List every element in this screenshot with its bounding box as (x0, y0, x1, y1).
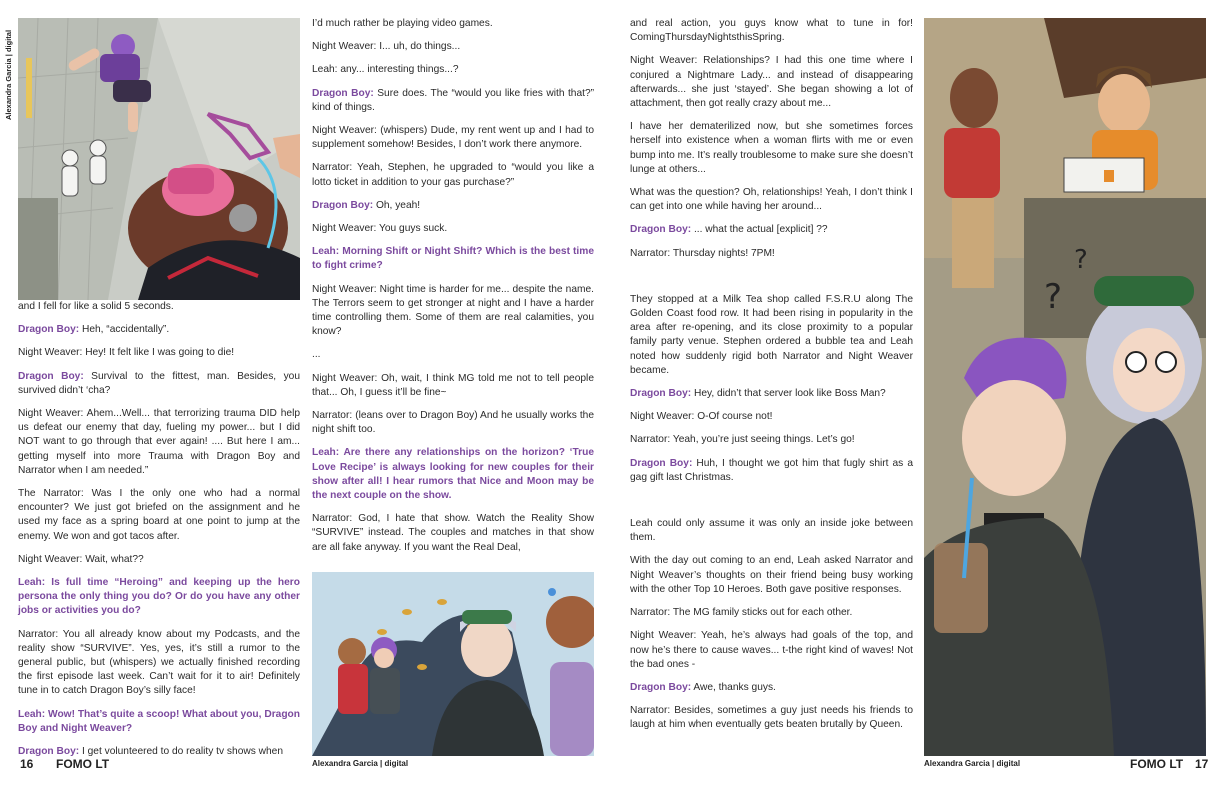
paragraph-text: Narrator: (leans over to Dragon Boy) And he usually works the night shift too. (312, 410, 594, 436)
paragraph (312, 283, 594, 340)
paragraph-text: Leah: any... interesting things...? (312, 64, 459, 76)
paragraph (630, 433, 913, 447)
col2-text (312, 17, 594, 555)
paragraph-text: Night Weaver: Night time is harder for me... despite the name. The Terrors seem to get stronger at night and I have a harder time controlling them. Some of them are real calamities, you know? (312, 283, 594, 338)
paragraph (630, 247, 913, 261)
paragraph (630, 517, 913, 545)
paragraph: Leah: Wow! That’s quite a scoop! What about you, Dragon Boy and Night Weaver? (18, 708, 300, 734)
paragraph (18, 300, 300, 314)
paragraph (630, 410, 913, 424)
paragraph-text: Night Weaver: I... uh, do things... (312, 41, 461, 53)
paragraph-text: Leah could only assume it was only an inside joke between them. (630, 518, 913, 544)
paragraph (312, 124, 594, 152)
paragraph-text: Night Weaver: Relationships? I had this one time where I conjured a Nightmare Lady... and instead of disappearing afterwards... she just ‘stayed’. She began showing a lot of attachment, then got really crazy about me... (630, 55, 913, 110)
paragraph (630, 554, 913, 597)
paragraph-text: Narrator: You all already know about my Podcasts, and the reality show “SURVIVE”. Yes, yes, it’s still a rumor to the general public, but (whispers) we actually finished recording the first episode last week. Can’t wait for it to air! Definitely tune in to catch Dragon Boy’s silly face! (18, 628, 300, 697)
paragraph-text: Night Weaver: Ahem...Well... that terrorizing trauma DID help us defeat our enemy that day, fueling my power... but I did NOT want to go through that ever again! .... But here I am... getting myself into more Trauma with Dragon Boy and Narrator when I am needed.” (18, 408, 300, 476)
paragraph (630, 54, 913, 111)
magazine-name-left: FOMO LT (56, 757, 110, 771)
paragraph-text: Survival to the fittest, man. Besides, you survived didn’t ‘cha? (18, 370, 300, 396)
speaker-label: Dragon Boy: (18, 324, 80, 336)
page-number-right: 17 (1195, 757, 1209, 771)
speaker-label: Dragon Boy: (630, 457, 693, 469)
paragraph (312, 40, 594, 54)
left-column-1 (18, 300, 300, 768)
paragraph (630, 681, 913, 695)
paragraph (630, 17, 913, 45)
paragraph (312, 87, 594, 115)
illustration-credit-vertical: Alexandra Garcia | digital (4, 29, 13, 120)
paragraph-text: With the day out coming to an end, Leah asked Narrator and Night Weaver’s thoughts on their friend being busy working with the other Top 10 Heroes. Both gave positive responses. (630, 555, 913, 595)
paragraph-text: Narrator: Besides, sometimes a guy just needs his friends to laugh at him when eventually gets beaten brutally by Queen. (630, 705, 913, 731)
paragraph-text: The Narrator: Was I the only one who had a normal encounter? We just got briefed on the assignment and he used my face as a spring board at one point to jump at the enemy. We won and got tacos after. (18, 488, 300, 542)
paragraph-text: Night Weaver: O-Of course not! (630, 411, 773, 423)
paragraph (18, 628, 300, 699)
paragraph-text: I get volunteered to do reality tv shows when (79, 746, 283, 758)
speaker-label: Dragon Boy: (18, 370, 84, 382)
col1-text (18, 300, 300, 759)
paragraph (630, 704, 913, 732)
paragraph (18, 323, 300, 337)
speaker-label: Dragon Boy: (630, 681, 692, 693)
paragraph (312, 199, 594, 213)
speaker-label: Dragon Boy: (18, 746, 80, 758)
paragraph-text: Night Weaver: You guys suck. (312, 223, 448, 235)
paragraph-text: Awe, thanks guys. (691, 681, 776, 693)
paragraph-text: I’d much rather be playing video games. (312, 18, 493, 29)
paragraph (18, 487, 300, 544)
paragraph-text: ... what the actual [explicit] ?? (691, 224, 828, 236)
paragraph-text: and real action, you guys know what to tune in for! ComingThursdayNightsthisSpring. (630, 18, 913, 44)
paragraph (630, 270, 913, 284)
paragraph (312, 161, 594, 189)
speaker-label: Dragon Boy: (312, 87, 374, 99)
paragraph (312, 348, 594, 362)
paragraph (312, 512, 594, 555)
paragraph-text: What was the question? Oh, relationships! Yeah, I don’t think I can get into one while having her around... (630, 187, 913, 213)
paragraph (312, 17, 594, 31)
paragraph-text: Night Weaver: Wait, what?? (18, 553, 144, 565)
paragraph: Leah: Is full time “Heroing” and keeping up the hero persona the only thing you do? Or do you have any other jobs or activities you do? (18, 577, 300, 617)
paragraph-text: Narrator: Yeah, you’re just seeing things. Let’s go! (630, 434, 855, 446)
paragraph-text: Narrator: Yeah, Stephen, he upgraded to “would you like a lotto ticket in addition to your gas purchase?” (312, 162, 594, 188)
paragraph: Leah: Morning Shift or Night Shift? Which is the best time to fight crime? (312, 246, 594, 272)
col3-text (630, 17, 913, 733)
left-column-2 (312, 17, 594, 564)
paragraph-text: Night Weaver: Yeah, he’s always had goals of the top, and now he’s there to cause waves... t-the right kind of waves! Not the bad ones - (630, 630, 913, 670)
paragraph (630, 120, 913, 177)
paragraph-text: Narrator: Thursday nights! 7PM! (630, 247, 775, 259)
right-column-3 (630, 17, 913, 742)
illustration-fall-scene (18, 18, 300, 300)
right-bottom-credit: Alexandra Garcia | digital (924, 759, 1021, 768)
left-bottom-credit: Alexandra Garcia | digital (312, 759, 409, 768)
paragraph (312, 409, 594, 437)
paragraph (312, 222, 594, 236)
paragraph-text: Hey, didn’t that server look like Boss Man? (691, 388, 886, 400)
paragraph-text: Night Weaver: (whispers) Dude, my rent went up and I had to supplement somehow! Besides, I don’t work there anymore. (312, 125, 594, 151)
paragraph-text: and I fell for like a solid 5 seconds. (18, 301, 174, 312)
magazine-name-right: FOMO LT (1130, 757, 1184, 771)
paragraph (312, 372, 594, 400)
paragraph-text: Night Weaver: Hey! It felt like I was going to die! (18, 347, 235, 359)
svg-text:?: ? (1074, 245, 1088, 275)
paragraph-text: Oh, yeah! (373, 199, 421, 211)
paragraph (630, 606, 913, 620)
paragraph (18, 553, 300, 567)
illustration-group-scene (312, 572, 594, 756)
illustration-milk-tea-scene (924, 18, 1206, 756)
paragraph (18, 370, 300, 398)
paragraph-text: Sure does. The “would you like fries with that?” kind of things. (312, 87, 595, 113)
paragraph (630, 629, 913, 672)
paragraph-text: They stopped at a Milk Tea shop called F.S.R.U along The Golden Coast food row. It had been rising in popularity in the area after re-opening, and its close proximity to a popular family party venue. Stephen ordered a bubble tea and Leah noted how suddenly rigid both Narrator and Night Weaver became. (630, 293, 913, 376)
paragraph-text: Narrator: God, I hate that show. Watch the Reality Show “SURVIVE” instead. The couples and matches in that show are all fake anyway. If you want the Real Deal, (312, 513, 594, 553)
paragraph-text: ... (312, 349, 321, 361)
paragraph (630, 293, 913, 378)
paragraph (630, 457, 913, 485)
paragraph-text: Night Weaver: Oh, wait, I think MG told me not to tell people that... Oh, I guess it’ll be fine~ (312, 372, 594, 398)
paragraph-text: I have her dematerilized now, but she sometimes forces herself into existence when a woman flirts with me or even bump into me. It’s really troublesome to make sure she doesn’t lunge at others... (630, 121, 913, 175)
paragraph (312, 63, 594, 77)
paragraph-text: Narrator: The MG family sticks out for each other. (630, 607, 853, 619)
speaker-label: Dragon Boy: (630, 224, 692, 236)
svg-text:?: ? (1044, 277, 1063, 317)
paragraph (630, 494, 913, 508)
paragraph (630, 387, 913, 401)
paragraph (630, 186, 913, 214)
paragraph-text: Heh, “accidentally”. (79, 324, 170, 336)
paragraph-text: Huh, I thought we got him that fugly shirt as a gag gift last Christmas. (630, 457, 913, 483)
paragraph: Leah: Are there any relationships on the horizon? ‘True Love Recipe’ is always looking for new couples for their show after all! I hear rumors that Nice and Moon may be the next couple on the show. (312, 447, 594, 502)
page-number-left: 16 (20, 757, 34, 771)
speaker-label: Dragon Boy: (312, 199, 374, 211)
paragraph (630, 223, 913, 237)
paragraph (18, 346, 300, 360)
paragraph (18, 407, 300, 478)
speaker-label: Dragon Boy: (630, 388, 692, 400)
